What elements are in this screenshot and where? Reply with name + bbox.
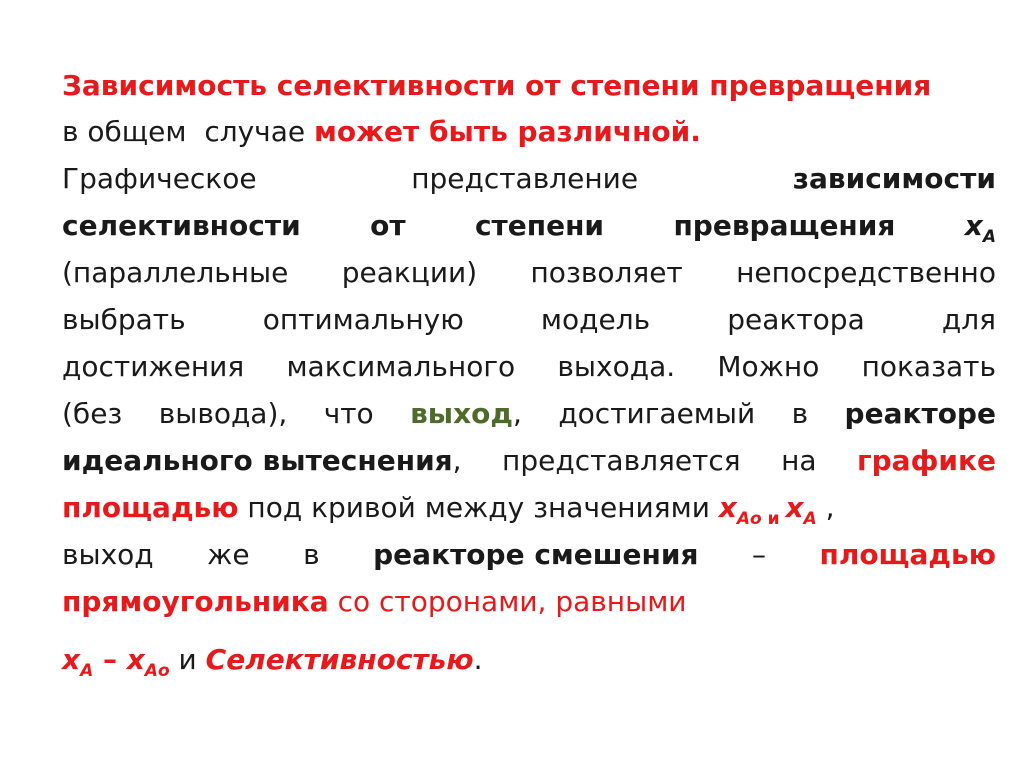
word-red-bold: прямоугольника — [62, 585, 329, 618]
word: представление — [411, 162, 639, 195]
word-group — [62, 439, 462, 483]
word-bold: селективности — [62, 209, 301, 242]
variable-subscript: A — [803, 509, 817, 529]
text-line-4 — [62, 204, 996, 248]
text-segment: под кривой между значениями — [238, 491, 719, 524]
word: в — [303, 538, 320, 571]
text-line-11 — [62, 533, 996, 577]
word-bold: идеального вытеснения — [62, 444, 453, 477]
word-bold: превращения — [673, 209, 896, 242]
text-line-9 — [62, 439, 996, 483]
emphasis-text: может быть различной. — [314, 115, 701, 148]
word: достигаемый — [558, 397, 756, 430]
variable-symbol: x — [718, 491, 737, 524]
word: вывода), — [158, 397, 288, 430]
variable-symbol: x — [126, 643, 145, 676]
text-segment: в общем случае — [62, 115, 315, 148]
text-segment-red: со сторонами, равными — [328, 585, 687, 618]
text-line-13 — [62, 638, 996, 682]
word-red-bold: площадью — [62, 491, 239, 524]
word: выбрать — [62, 303, 186, 336]
word: (параллельные — [62, 256, 289, 289]
text-line-10 — [62, 486, 996, 530]
word: представляется — [502, 444, 741, 477]
comma: , — [513, 397, 522, 430]
variable-subscript: A — [982, 227, 996, 247]
text-line-1 — [62, 64, 996, 108]
word-red-bold: площадью — [819, 538, 996, 571]
text-line-12 — [62, 580, 996, 624]
subscript-conjunction: и — [761, 509, 786, 529]
word: Графическое — [62, 162, 257, 195]
text-segment: и — [169, 643, 206, 676]
word: непосредственно — [736, 256, 996, 289]
word: Можно — [717, 350, 820, 383]
word: реакции) — [341, 256, 478, 289]
word-bold: от — [370, 209, 406, 242]
heading-text: Зависимость селективности от степени превращения — [62, 69, 932, 102]
text-line-3 — [62, 157, 996, 201]
word: для — [941, 303, 996, 336]
word: выхода. — [557, 350, 676, 383]
variable-subscript: Ao — [736, 509, 762, 529]
dash: – — [93, 643, 127, 676]
text-line-6 — [62, 298, 996, 342]
word: позволяет — [530, 256, 683, 289]
word: максимального — [286, 350, 516, 383]
word-green-bold: выход — [410, 397, 514, 430]
word-bold: степени — [474, 209, 605, 242]
text-line-2 — [62, 110, 996, 154]
dash: – — [751, 538, 766, 571]
variable-subscript: Ao — [144, 661, 170, 681]
word: выход — [62, 538, 154, 571]
text-line-5 — [62, 251, 996, 295]
variable-subscript: A — [80, 661, 94, 681]
period: . — [473, 643, 483, 676]
variable-symbol: x — [62, 643, 81, 676]
text-segment: , — [816, 491, 835, 524]
variable-symbol: x — [964, 209, 983, 242]
word-bold: зависимости — [792, 162, 996, 195]
word: же — [207, 538, 250, 571]
word: оптимальную — [262, 303, 464, 336]
word: модель — [540, 303, 651, 336]
word-red-bold: графике — [857, 444, 996, 477]
word: достижения — [62, 350, 245, 383]
word: (без — [62, 397, 123, 430]
word-group — [410, 392, 522, 436]
word: реактора — [727, 303, 865, 336]
word: в — [791, 397, 809, 430]
text-line-7 — [62, 345, 996, 389]
word-bold: реакторе смешения — [373, 538, 699, 571]
comma: , — [452, 444, 462, 477]
word: что — [323, 397, 374, 430]
word-bold: реакторе — [844, 397, 996, 430]
word: на — [781, 444, 817, 477]
variable-symbol: x — [785, 491, 804, 524]
text-line-8 — [62, 392, 996, 436]
emphasis-italic-text: Селективностью — [205, 643, 474, 676]
word: показать — [861, 350, 996, 383]
